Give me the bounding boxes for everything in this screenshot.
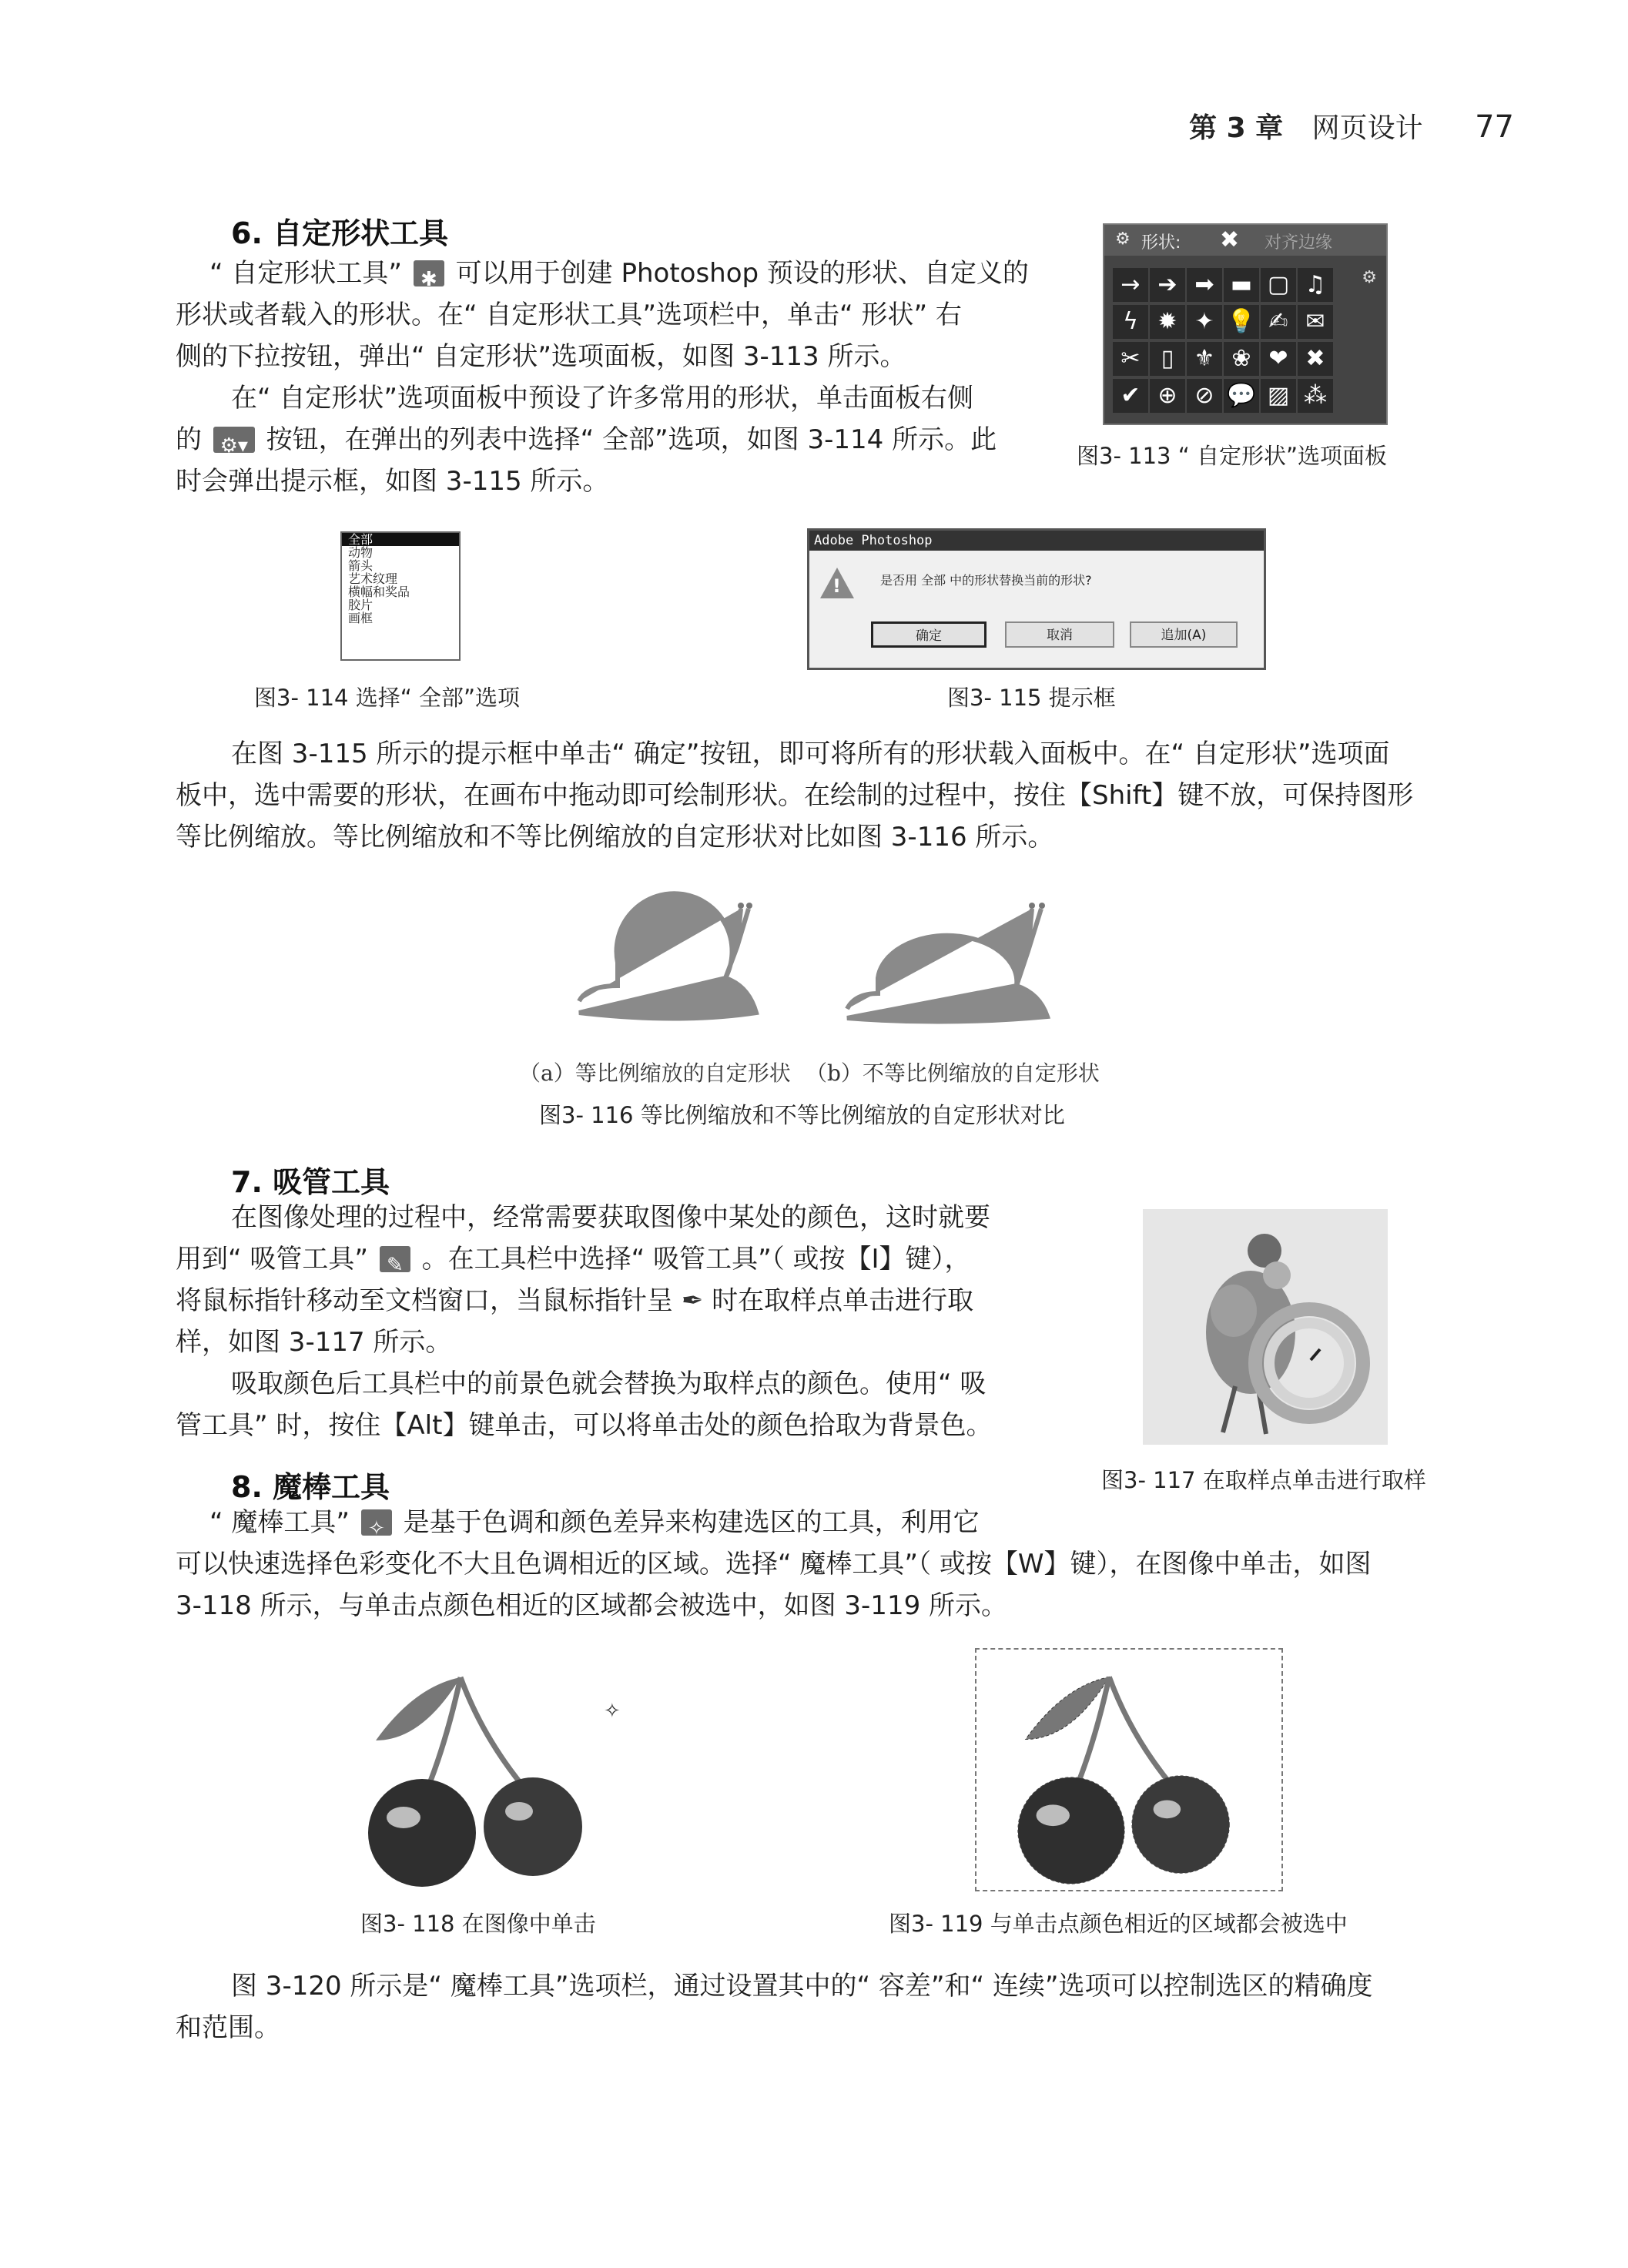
figure-caption: 图3- 115 提示框 [947, 685, 1116, 711]
section-7-heading: 7. 吸管工具 [231, 1165, 390, 1199]
text-fragment: 按钮，在弹出的列表中选择“ 全部”选项，如图 3-114 所示。此 [266, 424, 997, 455]
section-8-body [176, 1502, 1469, 1626]
settings-icon: ⚙ [1115, 229, 1131, 249]
closing-paragraph [176, 1965, 1469, 2049]
cherry-image [330, 1656, 638, 1887]
shape-preview-icon[interactable]: ✖ [1220, 226, 1240, 253]
cherry-selection-image [975, 1648, 1283, 1891]
shape-grid [1112, 266, 1348, 414]
shape-cell[interactable]: 💬 [1224, 379, 1259, 413]
shape-cell[interactable]: ❤ [1261, 342, 1296, 376]
shape-cell[interactable]: ϟ [1113, 305, 1148, 339]
figure-caption: 图3- 117 在取样点单击进行取样 [1101, 1467, 1426, 1493]
text-line: 管工具” 时，按住【Alt】键单击，可以将单击处的颜色拾取为背景色。 [176, 1410, 993, 1441]
snail-proportional-image [571, 878, 795, 1032]
page-number: 77 [1475, 109, 1514, 145]
shape-cell[interactable]: → [1113, 268, 1148, 302]
shape-cell[interactable]: ✉ [1298, 305, 1333, 339]
text-line: 吸取颜色后工具栏中的前景色就会替换为取样点的颜色。使用“ 吸 [231, 1369, 987, 1399]
text-line: 在“ 自定形状”选项面板中预设了许多常用的形状，单击面板右侧 [231, 383, 974, 414]
text-fragment: 可以用于创建 Photoshop 预设的形状、自定义的 [455, 258, 1029, 289]
text-line: 3-118 所示，与单击点颜色相近的区域都会被选中，如图 3-119 所示。 [176, 1590, 1008, 1621]
cancel-button[interactable]: 取消 [1005, 621, 1114, 648]
dialog-message: 是否用 全部 中的形状替换当前的形状? [880, 573, 1092, 588]
eyedropper-cursor-icon: ✒ [681, 1285, 704, 1316]
shape-cell[interactable]: ⊕ [1150, 379, 1185, 413]
snail-nonproportional-image [839, 878, 1063, 1032]
shape-cell[interactable]: ❀ [1224, 342, 1259, 376]
panel-toolbar [1104, 225, 1386, 256]
text-line: 时会弹出提示框，如图 3-115 所示。 [176, 466, 609, 497]
shape-cell[interactable]: ▢ [1261, 268, 1296, 302]
shape-label: 形状: [1141, 233, 1181, 253]
sampling-example-image [1143, 1209, 1388, 1445]
shape-cell[interactable]: ➔ [1150, 268, 1185, 302]
shape-cell[interactable]: ✂ [1113, 342, 1148, 376]
text-line: 等比例缩放。等比例缩放和不等比例缩放的自定形状对比如图 3-116 所示。 [176, 822, 1054, 853]
figure-caption: 图3- 113 “ 自定形状”选项面板 [1077, 443, 1387, 469]
section-6-para-3 [176, 733, 1446, 858]
align-edges-option[interactable]: 对齐边缘 [1265, 233, 1333, 253]
section-6-heading: 6. 自定形状工具 [231, 216, 449, 250]
figure-caption: 图3- 114 选择“ 全部”选项 [254, 685, 520, 711]
shape-cell[interactable]: ▯ [1150, 342, 1185, 376]
shape-cell[interactable]: ✹ [1150, 305, 1185, 339]
text-line: 和范围。 [176, 2012, 280, 2043]
text-fragment: 时在取样点单击进行取 [712, 1285, 974, 1316]
shape-cell[interactable]: ⁂ [1298, 379, 1333, 413]
figure-caption: 图3- 118 在图像中单击 [360, 1911, 596, 1937]
ok-button[interactable]: 确定 [871, 621, 987, 648]
shape-cell[interactable]: ⚜ [1187, 342, 1222, 376]
shape-cell[interactable]: ▬ [1224, 268, 1259, 302]
chapter-label: 第 3 章 [1189, 112, 1284, 144]
figure-caption: 图3- 119 与单击点颜色相近的区域都会被选中 [889, 1911, 1348, 1937]
text-fragment: “ 自定形状工具” [209, 258, 403, 289]
section-7-body [176, 1197, 1030, 1446]
text-line: 板中，选中需要的形状，在画布中拖动即可绘制形状。在绘制的过程中，按住【Shift】键不放，可保持图形 [176, 780, 1414, 811]
text-fragment: 将鼠标指针移动至文档窗口，当鼠标指针呈 [176, 1285, 673, 1316]
svg-text:✧: ✧ [604, 1700, 621, 1723]
text-line: 在图像处理的过程中，经常需要获取图像中某处的颜色，这时就要 [231, 1202, 990, 1233]
list-item[interactable]: 胶片 [348, 598, 374, 612]
shape-category-list [340, 531, 461, 661]
running-header [1189, 106, 1514, 146]
shape-cell[interactable]: ⊘ [1187, 379, 1222, 413]
section-6-para-1 [176, 253, 1030, 377]
custom-shape-tool-icon: ✱ [414, 260, 444, 286]
text-line: 样，如图 3-117 所示。 [176, 1327, 452, 1358]
text-fragment: 是基于色调和颜色差异来构建选区的工具，利用它 [403, 1507, 980, 1538]
list-item[interactable]: 箭头 [348, 558, 374, 573]
text-line: 可以快速选择色彩变化不大且色调相近的区域。选择“ 魔棒工具”（ 或按【W】键），在图像中单击，如图 [176, 1549, 1372, 1580]
text-line: 形状或者载入的形状。在“ 自定形状工具”选项栏中，单击“ 形状” 右 [176, 300, 962, 330]
panel-gear-icon[interactable]: ⚙ [1362, 268, 1377, 287]
warning-icon: ! [820, 568, 854, 598]
figure-caption: 图3- 116 等比例缩放和不等比例缩放的自定形状对比 [539, 1102, 1065, 1128]
list-item[interactable]: 横幅和奖品 [348, 585, 410, 599]
text-fragment: “ 魔棒工具” [209, 1507, 350, 1538]
section-8-heading: 8. 魔棒工具 [231, 1470, 390, 1504]
section-name: 网页设计 [1311, 112, 1423, 144]
shape-cell[interactable]: 💡 [1224, 305, 1259, 339]
shape-cell[interactable]: ✦ [1187, 305, 1222, 339]
shape-cell[interactable]: ✔ [1113, 379, 1148, 413]
gear-menu-icon: ⚙▾ [213, 427, 255, 453]
list-item[interactable]: 画框 [348, 611, 374, 625]
shape-cell[interactable]: ➡ [1187, 268, 1222, 302]
list-item[interactable]: 艺术纹理 [348, 571, 398, 586]
text-line: 在图 3-115 所示的提示框中单击“ 确定”按钮，即可将所有的形状载入面板中。在“ 自定形状”选项面 [231, 739, 1390, 769]
text-fragment: 。在工具栏中选择“ 吸管工具”（ 或按【I】键）， [421, 1244, 971, 1275]
shape-options-panel [1103, 223, 1388, 425]
append-button[interactable]: 追加(A) [1130, 621, 1238, 648]
magic-wand-tool-icon: ✧ [361, 1509, 392, 1536]
alert-dialog [807, 528, 1266, 670]
section-6-para-2 [176, 377, 1030, 502]
text-line: 侧的下拉按钮，弹出“ 自定形状”选项面板，如图 3-113 所示。 [176, 341, 906, 372]
list-item[interactable]: 全部 [342, 533, 459, 546]
dialog-title: Adobe Photoshop [809, 531, 1264, 551]
shape-cell[interactable]: ▨ [1261, 379, 1296, 413]
text-fragment: 的 [176, 424, 202, 455]
shape-cell[interactable]: ✍ [1261, 305, 1296, 339]
eyedropper-tool-icon: ✎ [380, 1246, 410, 1272]
shape-cell[interactable]: ♫ [1298, 268, 1333, 302]
text-fragment: 用到“ 吸管工具” [176, 1244, 369, 1275]
list-item[interactable]: 动物 [348, 545, 374, 560]
subcaption-a: （a）等比例缩放的自定形状 [519, 1060, 791, 1086]
subcaption-b: （b）不等比例缩放的自定形状 [806, 1060, 1100, 1086]
text-line: 图 3-120 所示是“ 魔棒工具”选项栏，通过设置其中的“ 容差”和“ 连续”选项可以控制选区的精确度 [231, 1971, 1373, 2002]
shape-cell[interactable]: ✖ [1298, 342, 1333, 376]
